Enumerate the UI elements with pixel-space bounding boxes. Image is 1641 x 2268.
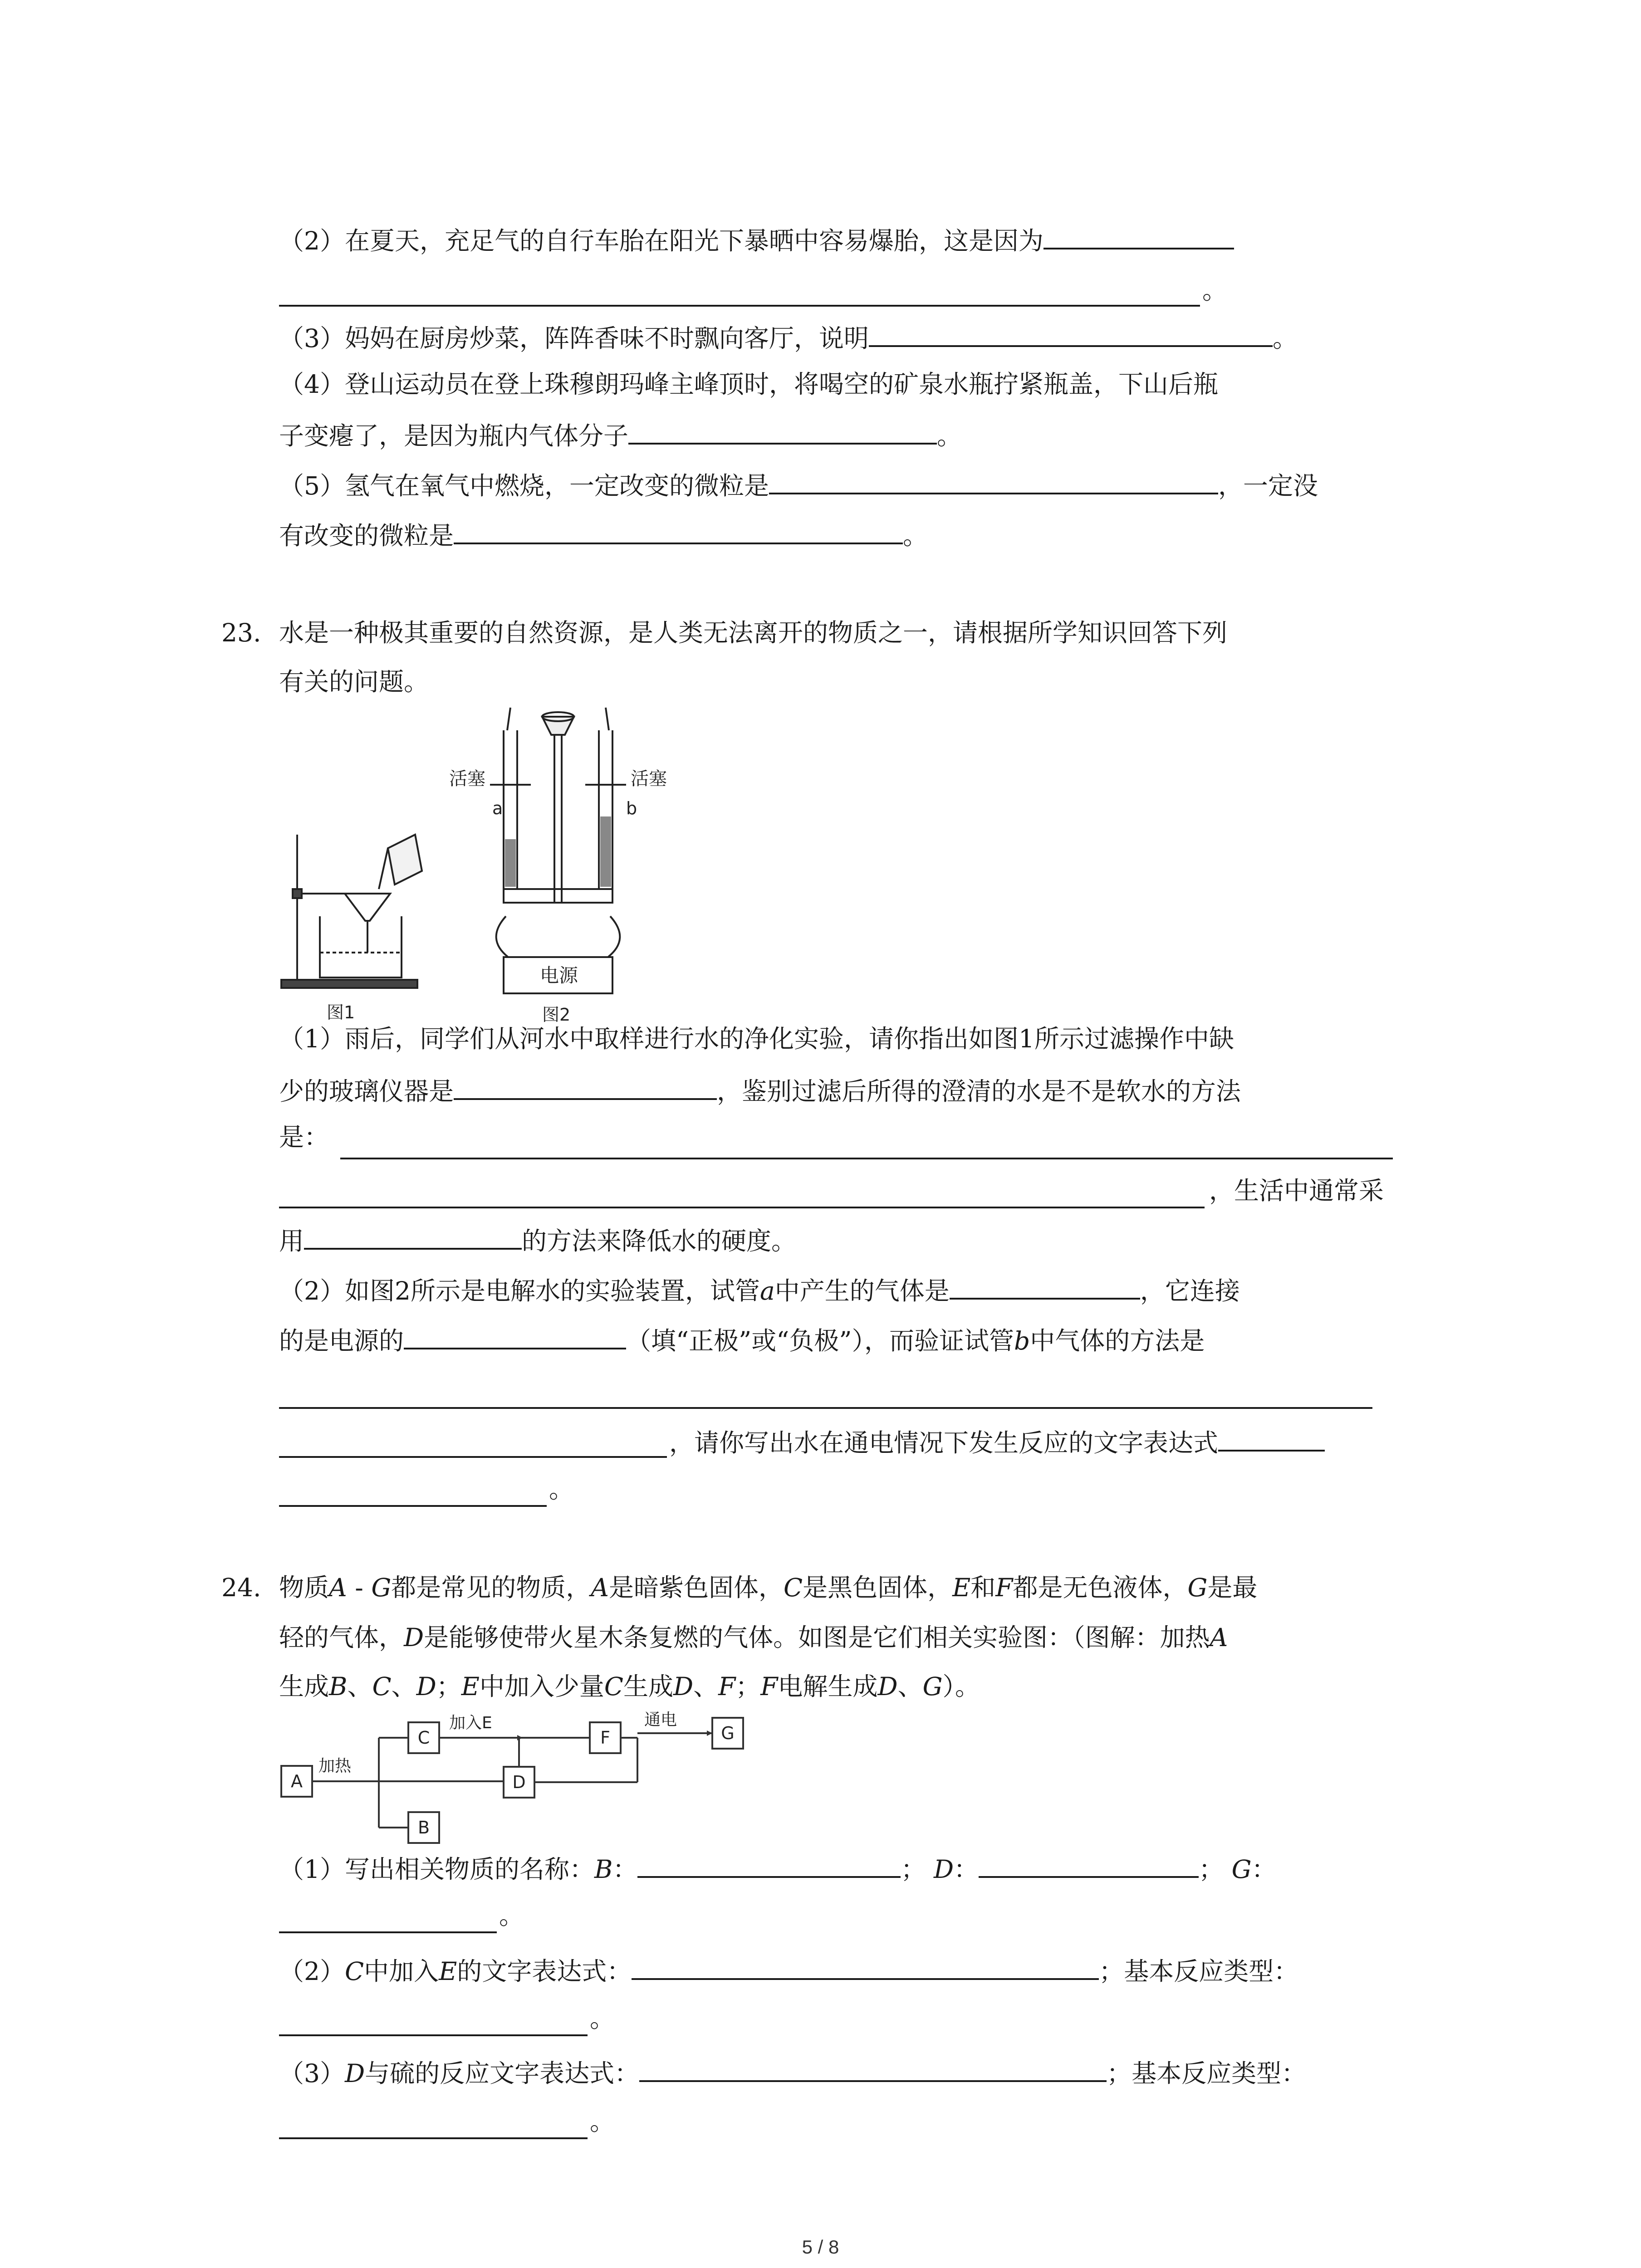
filtration-figure <box>277 816 426 1025</box>
text-segment: 生成 <box>623 1672 673 1701</box>
q23-p2-line-2: 的是电源的 （填“正极”或“负极”），而验证试管b中气体的方法是 <box>279 1322 1205 1357</box>
q24-stem-3 <box>279 1671 980 1702</box>
fig2-caption: 图2 <box>542 1005 571 1025</box>
text-segment: 、 <box>391 1672 416 1701</box>
variable-symbol: F <box>995 1573 1013 1602</box>
variable-symbol: C <box>604 1672 623 1701</box>
q22-line-3: （3）妈妈在厨房炒菜，阵阵香味不时飘向客厅，说明 。 <box>279 320 1298 354</box>
answer-blank[interactable] <box>1043 222 1234 249</box>
stopcock-left-label: 活塞 <box>449 768 485 789</box>
label-d: D <box>512 1772 526 1792</box>
label-a: A <box>291 1771 303 1791</box>
text-segment: 、 <box>897 1672 923 1701</box>
q23-p1-line-3: 是： <box>279 1123 329 1152</box>
tube-a-label: a <box>492 798 503 818</box>
q24-p1-line-1: （1）写出相关物质的名称：B： ； D： ； G： <box>279 1851 1277 1885</box>
heat-label: 加热 <box>318 1757 352 1775</box>
text-segment: ； <box>735 1672 761 1701</box>
q23-p1-line-1: （1）雨后，同学们从河水中取样进行水的净化实验，请你指出如图1所示过滤操作中缺 <box>279 1024 1234 1053</box>
q23-number: 23. <box>221 618 261 647</box>
q22-line-2: （2）在夏天，充足气的自行车胎在阳光下暴晒中容易爆胎，这是因为 <box>279 222 1234 257</box>
variable-symbol: F <box>718 1672 736 1701</box>
text-segment: ； <box>436 1672 461 1701</box>
answer-blank[interactable] <box>637 1851 901 1878</box>
answer-blank[interactable] <box>279 1931 497 1933</box>
q23-p1-line-5: 用 的方法来降低水的硬度。 <box>279 1222 796 1257</box>
power-label: 电源 <box>540 964 578 987</box>
variable-symbol: F <box>760 1672 778 1701</box>
q23-p2-end: 。 <box>549 1475 574 1504</box>
q24-p1-end: 。 <box>499 1901 524 1930</box>
text-segment: ）。 <box>942 1672 980 1701</box>
variable-symbol: B <box>329 1672 348 1701</box>
variable-symbol: A <box>1210 1623 1228 1652</box>
q24-number: 24. <box>221 1573 261 1602</box>
q23-p2-line-4: ，请你写出水在通电情况下发生反应的文字表达式 <box>669 1424 1325 1459</box>
answer-blank[interactable] <box>340 1158 1393 1159</box>
variable-symbol: A <box>591 1573 609 1602</box>
variable-symbol: E <box>952 1573 971 1602</box>
answer-blank[interactable] <box>279 1505 547 1507</box>
variable-symbol: G <box>371 1573 392 1602</box>
q23-p1-line-4: ，生活中通常采 <box>1209 1176 1384 1205</box>
q22-line-4b: 子变瘪了，是因为瓶内气体分子 。 <box>279 417 962 452</box>
variable-symbol: D <box>673 1672 694 1701</box>
text-segment: - <box>347 1573 372 1602</box>
text-segment: 是暗紫色固体， <box>609 1573 784 1602</box>
electrolysis-figure <box>449 703 685 1025</box>
q24-p3-end: 。 <box>590 2107 615 2136</box>
answer-blank[interactable] <box>769 467 1218 494</box>
answer-blank[interactable] <box>979 1851 1199 1878</box>
variable-symbol: C <box>784 1573 803 1602</box>
q22-line-2-end: 。 <box>1202 276 1228 305</box>
variable-symbol: E <box>461 1672 480 1701</box>
q23-p1-line-2: 少的玻璃仪器是 ，鉴别过滤后所得的澄清的水是不是软水的方法 <box>279 1073 1241 1107</box>
answer-blank[interactable] <box>279 1407 1372 1409</box>
text-segment: 电解生成 <box>778 1672 878 1701</box>
text-segment: 都是常见的物质， <box>391 1573 591 1602</box>
q22-line-5b: 有改变的微粒是 。 <box>279 517 928 552</box>
variable-symbol: D <box>877 1672 898 1701</box>
text-segment: 、 <box>693 1672 719 1701</box>
variable-symbol: G <box>1187 1573 1208 1602</box>
text-segment: 中加入少量 <box>479 1672 604 1701</box>
answer-blank[interactable] <box>628 417 937 445</box>
answer-blank[interactable] <box>454 1073 717 1100</box>
electrify-label: 通电 <box>644 1711 677 1729</box>
text-segment: 生成 <box>279 1672 329 1701</box>
answer-blank[interactable] <box>279 1456 667 1458</box>
q24-stem-1 <box>279 1572 1257 1603</box>
q24-p2-line-1: （2）C中加入E的文字表达式： ；基本反应类型： <box>279 1953 1298 1987</box>
text-segment: 、 <box>347 1672 372 1701</box>
text-segment: 是最 <box>1207 1573 1258 1602</box>
q24-p3-line-1: （3）D与硫的反应文字表达式： ；基本反应类型： <box>279 2055 1306 2089</box>
tube-b-label: b <box>626 798 637 818</box>
variable-symbol: D <box>416 1672 436 1701</box>
text-segment: 都是无色液体， <box>1013 1573 1188 1602</box>
answer-blank[interactable] <box>304 1222 522 1250</box>
answer-blank[interactable] <box>1218 1424 1325 1452</box>
answer-blank[interactable] <box>454 517 903 544</box>
q23-stem-2: 有关的问题。 <box>279 667 429 696</box>
answer-blank[interactable] <box>279 2034 588 2036</box>
text-segment: 是黑色固体， <box>803 1573 953 1602</box>
answer-blank[interactable] <box>279 1207 1205 1208</box>
answer-blank[interactable] <box>869 320 1273 347</box>
label-c: C <box>417 1728 430 1748</box>
q24-stem-2 <box>279 1622 1228 1653</box>
fig1-caption: 图1 <box>327 1002 355 1022</box>
answer-blank[interactable] <box>639 2055 1107 2082</box>
label-g: G <box>721 1723 735 1743</box>
q23-stem-1: 水是一种极其重要的自然资源，是人类无法离开的物质之一，请根据所学知识回答下列 <box>279 618 1228 647</box>
text-segment: 轻的气体， <box>279 1623 404 1652</box>
answer-blank[interactable] <box>279 2137 588 2139</box>
reaction-flow-diagram <box>277 1708 758 1848</box>
variable-symbol: D <box>404 1623 424 1652</box>
variable-symbol: C <box>372 1672 392 1701</box>
label-b: B <box>417 1818 430 1838</box>
answer-blank[interactable] <box>950 1272 1140 1300</box>
answer-blank[interactable] <box>279 305 1200 307</box>
q24-p2-end: 。 <box>590 2004 615 2033</box>
variable-symbol: A <box>329 1573 347 1602</box>
add-e-label: 加入E <box>449 1714 492 1732</box>
q23-p2-line-1: （2）如图2所示是电解水的实验装置，试管a中产生的气体是 ，它连接 <box>279 1272 1240 1307</box>
answer-blank[interactable] <box>632 1953 1099 1980</box>
page-number: 5 / 8 <box>802 2236 839 2258</box>
label-f: F <box>600 1728 610 1748</box>
variable-symbol: G <box>922 1672 943 1701</box>
text-segment: 和 <box>970 1573 996 1602</box>
text-segment: 是能够使带火星木条复燃的气体。如图是它们相关实验图：（图解：加热 <box>424 1623 1210 1652</box>
q22-line-5: （5）氢气在氧气中燃烧，一定改变的微粒是 ，一定没 <box>279 467 1318 502</box>
text-segment: 物质 <box>279 1573 329 1602</box>
answer-blank[interactable] <box>404 1322 626 1349</box>
stopcock-right-label: 活塞 <box>631 768 667 789</box>
q22-line-4: （4）登山运动员在登上珠穆朗玛峰主峰顶时，将喝空的矿泉水瓶拧紧瓶盖，下山后瓶 <box>279 370 1218 399</box>
